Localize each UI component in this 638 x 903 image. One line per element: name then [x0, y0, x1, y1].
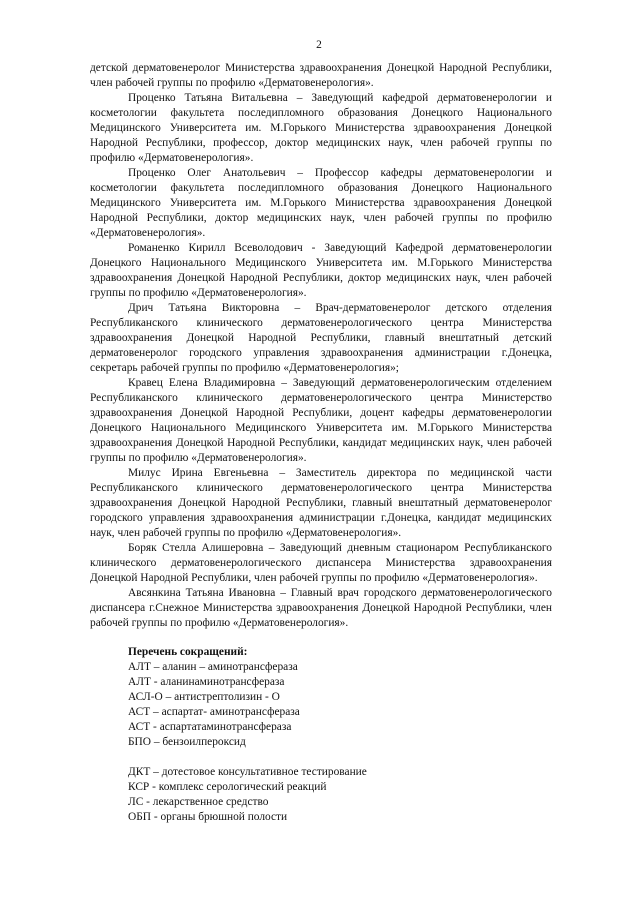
paragraph-protsenko-tatyana: Проценко Татьяна Витальевна – Заведующий кафедрой дерматовенерологии и косметологии факультета последипломного образования Донецкого Национального Медицинского Университета им. М.Горького Министерства здравоохранения Донецкой Народной Республики, профессор, доктор медицинских наук, член рабочей группы по профилю «Дерматовенерология».	[90, 92, 552, 164]
paragraph-romanenko: Романенко Кирилл Всеволодович - Заведующий Кафедрой дерматовенерологии Донецкого Национального Медицинского Университета им. М.Горького Министерства здравоохранения Донецкой Народной Республики, доктор медицинских наук, член рабочей группы по профилю «Дерматовенерология».	[90, 242, 552, 299]
abbreviation-item: КСР - комплекс серологический реакций	[128, 781, 327, 793]
abbreviations-section	[90, 645, 552, 825]
abbreviation-item: АСЛ-О – антистрептолизин - О	[128, 691, 280, 703]
paragraph-protsenko-oleg: Проценко Олег Анатольевич – Профессор кафедры дерматовенерологии и косметологии факультета последипломного образования Донецкого Национального Медицинского Университета им. М.Горького Министерства здравоохранения Донецкой Народной Республики, доктор медицинских наук, член рабочей группы по профилю «Дерматовенерология».	[90, 167, 552, 239]
abbreviation-item: АСТ - аспартатаминотрансфераза	[128, 721, 292, 733]
abbreviation-item: БПО – бензоилпероксид	[128, 736, 246, 748]
paragraph-boryak: Боряк Стелла Алишеровна – Заведующий дневным стационаром Республиканского клинического дерматовенерологического диспансера Министерства здравоохранения Донецкой Народной Республики, член рабочей группы по профилю «Дерматовенерология».	[90, 542, 552, 584]
abbreviation-item: АЛТ - аланинаминотрансфераза	[128, 676, 285, 688]
paragraph-kravets: Кравец Елена Владимировна – Заведующий дерматовенерологическим отделением Республиканского клинического дерматовенерологического центра Министерство здравоохранения Донецкой Народной Республики, доцент кафедры дерматовенерологии Донецкого Национального Медицинского Университета им. М.Горького Министерства здравоохранения Донецкой Народной Республики, кандидат медицинских наук, член рабочей группы по профилю «Дерматовенерология».	[90, 377, 552, 464]
abbreviation-item: АСТ – аспартат- аминотрансфераза	[128, 706, 300, 718]
paragraph-continuation: детской дерматовенеролог Министерства здравоохранения Донецкой Народной Республики, член рабочей группы по профилю «Дерматовенерология».	[90, 62, 552, 89]
abbreviation-item: ДКТ – дотестовое консультативное тестирование	[128, 766, 367, 778]
paragraph-avsyankina: Авсянкина Татьяна Ивановна – Главный врач городского дерматовенерологического диспансера г.Снежное Министерства здравоохранения Донецкой Народной Республики, член рабочей группы по профилю «Дерматовенерология».	[90, 587, 552, 629]
document-body	[90, 61, 552, 825]
abbreviation-item: ЛС - лекарственное средство	[128, 796, 269, 808]
abbreviation-gap	[128, 750, 552, 765]
abbreviation-item: АЛТ – аланин – аминотрансфераза	[128, 661, 298, 673]
page-number: 2	[316, 39, 322, 51]
abbreviations-title: Перечень сокращений:	[128, 646, 248, 658]
paragraph-milus: Милус Ирина Евгеньевна – Заместитель директора по медицинской части Республиканского клинического дерматовенерологического центра Министерства здравоохранения Донецкой Народной Республики, главный внештатный дерматовенеролог городского управления здравоохранения администрации г.Донецка, кандидат медицинских наук, член рабочей группы по профилю «Дерматовенерология».	[90, 467, 552, 539]
abbreviation-item: ОБП - органы брюшной полости	[128, 811, 288, 823]
paragraph-drich: Дрич Татьяна Викторовна – Врач-дерматовенеролог детского отделения Республиканского клинического дерматовенерологического центра Министерства здравоохранения Донецкой Народной Республики, главный внештатный детский дерматовенеролог городского управления здравоохранения администрации г.Донецка, секретарь рабочей группы по профилю «Дерматовенерология»;	[90, 302, 552, 374]
